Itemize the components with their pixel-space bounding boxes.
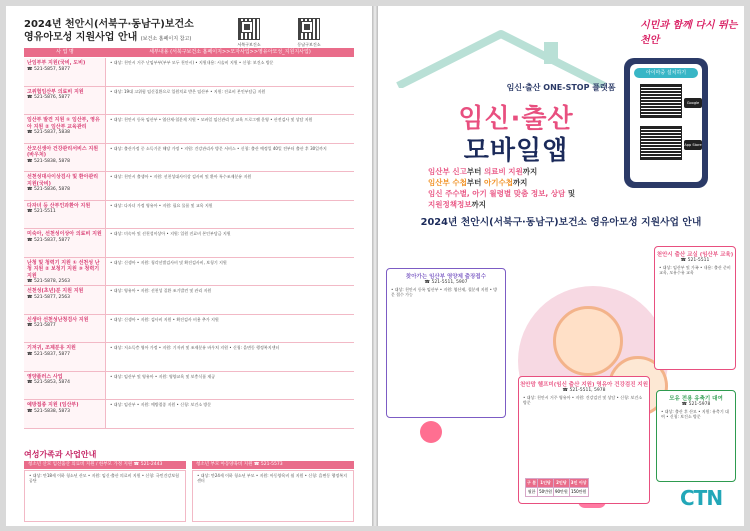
program-name-cell [24,201,106,229]
program-phone: ☎ 521-5878, 2563 [27,279,71,284]
pacifier-icon [420,421,442,443]
program-name-cell [24,144,106,172]
program-name-cell [24,172,106,200]
program-card: 천안맘 헬프미(임신 출산 지원) 영유아 건강검진 지원 ☎ 521-5511, 5978 • 대상: 천안시 거주 영유아 • 지원: 건강검진 및 상담 • 신청: 보건소 방문 구 분 1인당 2인당 3인 이상 월한 50만원 90만원 150만원 [518,376,650,504]
section-box: • 대상: 만24세 이하 청소년 부모 • 지원: 아동양육비 월 지원 • 신청: 읍면동 행정복지센터 [192,470,354,522]
qr-code-icon[interactable] [298,18,320,40]
program-name: 예방접종 지원 (임산부) [27,402,79,408]
cost-table [525,478,589,497]
section-title: 여성가족과 사업안내 [24,450,97,459]
program-name-cell [24,315,106,343]
table-row: 구 분 1인당 2인당 3인 이상 [526,479,589,488]
table-row [24,229,354,258]
program-desc: • 대상: 천안시 출생아 • 지원: 선천성대사이상 검사비 및 환아 특수조제분유 지원 [110,174,252,179]
table-row [24,343,354,372]
program-phone: ☎ 521-5857, 5877 [27,66,71,72]
program-desc: • 대상: 신생아 • 지원: 검사비 지원 • 확진검사 비용 추가 지원 [110,316,219,322]
program-name: 산모신생아 건강관리서비스 지원(바우처) [27,145,99,158]
table-row: 월한 50만원 90만원 150만원 [526,488,589,497]
program-phone: ☎ 521-5853, 5874 [27,380,71,385]
section-bar: 청소년 산모 임신출산 의료비 지원 / 한부모 가정 지원 ☎ 521-2443 [24,461,186,469]
program-name-cell [24,229,106,257]
feature-line: 임산부 수첩부터 아기수첩까지 [428,178,528,187]
program-desc: • 대상: 천안시 등록 임산부 • 엽산제·철분제 지원 • 모바일 임신관리 및 교육 프로그램 운영 • 산전검사 및 상담 지원 [110,117,313,122]
onestop-label: 임신·출산 ONE-STOP 플랫폼 [506,83,616,92]
program-desc: • 대상: 미숙아 및 선천성이상아 • 지원: 입원 진료비 본인부담금 지원 [110,231,231,236]
program-phone: ☎ 521-5876, 5877 [27,95,71,100]
program-name: 기저귀, 조제분유 지원 [27,345,76,351]
program-desc: • 대상: 천안시 거주 난임부부(부부 모두 천안시) • 지원내용: 시술비 지원 • 신청: 보건소 방문 [110,60,274,65]
program-desc: • 대상: 영유아 • 지원: 선천성 질환 조기발견 및 관리 지원 [110,288,212,293]
section-bar: 청소년 부모 아동양육비 지원 ☎ 521-5573 [192,461,354,469]
program-name: 미숙아, 선천성이상아 의료비 지원 [27,231,102,237]
feature-line: 임산부 신고부터 의료비 지원까지 [428,167,538,176]
program-desc: • 대상: 출산가정 중 소득기준 해당 가정 • 지원: 건강관리사 방문 서비스 • 신청: 출산 예정일 40일 전부터 출산 후 30일까지 [110,145,327,151]
program-name: 영양플러스 사업 [27,373,63,380]
table-header: 사 업 명 세부내용 (서북구보건소 홈페이지>>모자사업>>영유아모성_지원지사업) [24,48,354,57]
program-name-cell [24,372,106,400]
program-name-cell [24,115,106,143]
program-phone: ☎ 521-5836, 5878 [27,187,71,192]
right-page [378,6,744,526]
program-card: 찾아가는 임산부 영양제 출장접수 ☎ 521-5511, 5907 • 대상: 천안시 등록 임산부 • 지원: 엽산제, 철분제 지원 • 방문 접수 가능 [386,268,506,418]
ctn-logo: CTN [680,486,723,510]
program-name: 신생아 선천성난청검사 지원 [27,316,89,323]
qr-code-icon[interactable] [238,18,260,40]
qr-caption: 서북구보건소 [237,42,261,47]
left-title: 2024년 천안시(서북구·동남구)보건소 영유아모성 지원사업 안내 (보건소 홈페이지 참고) [24,19,194,43]
table-row [24,115,354,144]
program-name-cell [24,286,106,314]
program-phone: ☎ 521-5511 [27,209,56,214]
table-row [24,258,354,287]
qr-caption: 동남구보건소 [297,42,321,47]
program-phone: ☎ 521-5838, 5873 [27,408,71,414]
program-name-cell [24,400,106,428]
baby-face-illustration [553,306,623,376]
table-row [24,172,354,201]
main-title: 2024년 천안시(서북구·동남구)보건소 영유아모성 지원사업 안내 [420,217,702,228]
program-desc: • 대상: 신생아 • 지원: 청각선별검사비 및 확진검사비, 보청기 지원 [110,259,227,265]
program-desc: • 대상: 임산부 및 영유아 • 지원: 영양교육 및 보충식품 제공 [110,373,216,379]
program-phone: ☎ 521-5838, 5878 [27,158,71,164]
program-name: 임산부 발견 지원 ① 임산부, 영유아 지원 ② 임산부 교육관리 [27,117,100,130]
app-store-icon[interactable]: App Store [684,140,702,150]
program-card: 모유 전용 유축기 대여 ☎ 521-5978 • 대상: 출산 후 산모 • 지원: 유축기 대여 • 신청: 보건소 방문 [656,390,736,482]
program-desc: • 대상: 임산부 • 지원: 예방접종 지원 • 신청: 보건소 방문 [110,402,212,407]
table-row [24,400,354,429]
program-name: 다자녀 등 산부인과환아 지원 [27,202,91,209]
program-name: 고위험임산부 의료비 지원 [27,88,84,95]
program-desc: • 대상: 저소득층 영아 가정 • 지원: 기저귀 및 조제분유 바우처 지원 • 신청: 읍면동 행정복지센터 [110,345,280,350]
install-badge[interactable]: 아이마중 설치하기 [634,68,698,78]
program-desc: • 대상: 19대 고위험 임신질환으로 입원치료 받은 임산부 • 지원: 진료비 본인부담금 지원 [110,88,266,94]
table-row [24,144,354,173]
program-name-cell [24,258,106,286]
table-row [24,58,354,87]
program-name-cell [24,87,106,115]
left-page [6,6,372,526]
program-phone: ☎ 521-5837, 5877 [27,351,71,357]
app-subtitle: 모바일앱 [463,136,569,166]
table-row [24,286,354,315]
program-phone: ☎ 521-5877 [27,323,56,328]
program-phone: ☎ 521-5877, 2563 [27,294,71,300]
program-name: 선천성대사이상검사 및 환아관리 지원(국비) [27,174,99,187]
phone-mockup [624,58,708,188]
program-name: 선천성(초년)분 지원 지원 [27,288,84,294]
section-box: • 대상: 만18세 이하 청소년 산모 • 지원: 임신·출산 의료비 지원 • 신청: 국민건강보험공단 [24,470,186,522]
table-row [24,201,354,230]
table-row [24,315,354,344]
program-card: 천안시 출산 교실 (임산부 교육) ☎ 521-5511 • 대상: 임산부 및 가족 • 내용: 출산 준비 교육, 모유수유 교육 [654,246,736,370]
table-row [24,87,354,116]
app-title: 임신·출산 [458,104,574,134]
table-row [24,372,354,401]
program-name: 난청 및 청력기 지원 ① 선천성 난청 지원 ② 보청기 지원 ③ 청력기 지원 [27,259,100,279]
program-name-cell [24,58,106,86]
qr-code-icon[interactable] [640,126,682,160]
slogan-logo: 시민과 함께 다시 뛰는 천안 [640,20,738,46]
program-table [24,58,354,429]
qr-code-icon[interactable] [640,84,682,118]
google-play-icon[interactable]: Google Play [684,98,702,108]
house-roof-icon [394,28,608,88]
program-desc: • 대상: 다자녀 가정 영유아 • 지원: 필요 물품 및 교육 지원 [110,202,213,208]
feature-line: 임신 주수별, 아기 월령별 맞춤 정보, 상담 및 [428,189,576,198]
program-name: 난임부부 지원(국비, 도비) [27,60,86,66]
feature-line: 지원정책정보까지 [428,200,486,209]
program-phone: ☎ 521-5837, 5838 [27,130,71,135]
program-phone: ☎ 521-5837, 5877 [27,237,71,243]
program-name-cell [24,343,106,371]
